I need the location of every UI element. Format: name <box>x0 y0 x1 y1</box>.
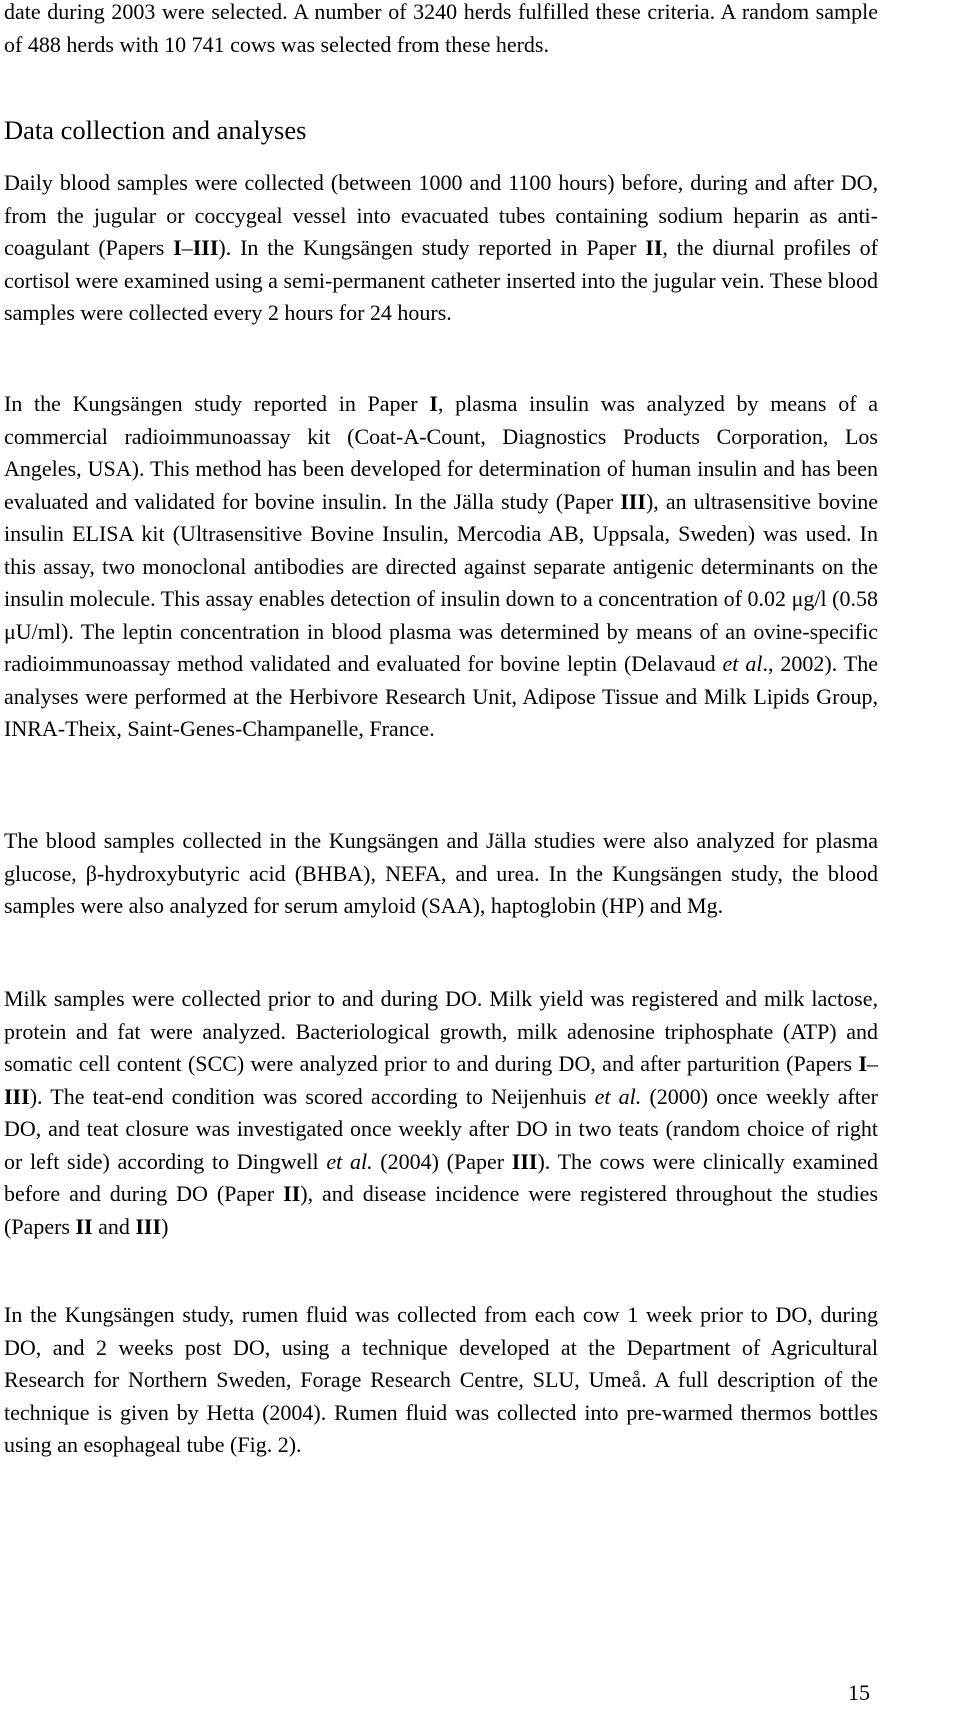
intro-fragment-paragraph: date during 2003 were selected. A number of 3240 herds fulfilled these criteria. A random sample of 488 herds with 10 741 cows was selected from these herds. <box>4 0 878 57</box>
paper-ref-bold: II <box>283 1181 301 1206</box>
text-run: In the Kungsängen study, rumen fluid was collected from each cow 1 week prior to DO, during DO, and 2 weeks post DO, using a technique developed at the Department of Agricultural Research for Northern Sweden, Forage Research Centre, SLU, Umeå. A full description of the technique is given by Hetta (2004). Rumen fluid was collected into pre-warmed thermos bottles using an esophageal tube (Fig. 2). <box>4 1302 878 1457</box>
text-run: Daily blood samples were collected (between 1000 and 1100 hours) before, during and after DO, from the jugular or coccygeal vessel into evacuated tubes containing sodium heparin as anti-coagulant (Papers <box>4 170 878 260</box>
paper-ref-bold: III <box>4 1083 30 1109</box>
paper-ref-bold: III <box>135 1213 162 1239</box>
paragraph-rumen-fluid <box>4 1299 878 1462</box>
page-number: 15 <box>848 1680 870 1705</box>
paper-ref-bold: I <box>858 1051 867 1076</box>
text-run: ), and disease incidence were registered throughout the studies (Papers <box>4 1181 879 1239</box>
paper-ref-bold: III <box>620 488 646 514</box>
text-run: ). The teat-end condition was scored according to Neijenhuis <box>29 1083 595 1109</box>
text-run: ). The cows were clinically examined before and during DO (Paper <box>4 1148 878 1206</box>
text-run: ., 2002). The analyses were performed at the Herbivore Research Unit, Adipose Tissue and Milk Lipids Group, INRA-Theix, Saint-Genes-Champanelle, France. <box>4 651 878 741</box>
section-heading: Data collection and analyses <box>4 115 307 145</box>
paper-ref-bold: III <box>192 235 219 260</box>
paper-ref-bold: I <box>429 391 438 416</box>
text-run: Milk samples were collected prior to and during DO. Milk yield was registered and milk lactose, protein and fat were analyzed. Bacteriological growth, milk adenosine triphosphate (ATP) and somatic cell content (SCC) were analyzed prior to and during DO, and after parturition (Papers <box>4 986 878 1076</box>
paper-ref-bold: II <box>645 235 663 260</box>
paper-ref-bold: I <box>173 235 182 260</box>
citation-italic: et al. <box>594 1083 642 1109</box>
text-run: ) <box>161 1213 169 1239</box>
text-run: – <box>181 235 193 260</box>
text-run: , the diurnal profiles of cortisol were examined using a semi-permanent catheter inserted into the jugular vein. These blood samples were collected every 2 hours for 24 hours. <box>4 235 878 325</box>
paragraph-blood-sampling <box>4 167 878 330</box>
text-run: – <box>867 1051 878 1076</box>
text-run: (2004) (Paper <box>372 1148 512 1174</box>
text-run: ). In the Kungsängen study reported in Paper <box>218 235 646 260</box>
citation-italic: et al <box>722 651 763 676</box>
paragraph-milk-samples <box>4 983 878 1243</box>
paragraph-insulin-leptin <box>4 388 878 746</box>
text-run: (2000) once weekly after DO, and teat closure was investigated once weekly after DO in two teats (random choice of right or left side) according to Dingwell <box>4 1083 878 1174</box>
paper-ref-bold: III <box>511 1148 538 1174</box>
paper-ref-bold: II <box>75 1213 93 1239</box>
text-run: The blood samples collected in the Kungsängen and Jälla studies were also analyzed for plasma glucose, β-hydroxybutyric acid (BHBA), NEFA, and urea. In the Kungsängen study, the blood samples were also analyzed for serum amyloid (SAA), haptoglobin (HP) and Mg. <box>4 828 878 918</box>
text-run: and <box>92 1213 136 1239</box>
text-run: In the Kungsängen study reported in Paper <box>4 391 430 416</box>
paragraph-blood-metabolites <box>4 825 878 923</box>
text-run: ), an ultrasensitive bovine insulin ELISA kit (Ultrasensitive Bovine Insulin, Mercodia AB, Uppsala, Sweden) was used. In this assay, two monoclonal antibodies are directed against separate antigenic determinants on the insulin molecule. This assay enables detection of insulin down to a concentration of 0.02 μg/l (0.58 μU/ml). The leptin concentration in blood plasma was determined by means of an ovine-specific radioimmunoassay method validated and evaluated for bovine leptin (Delavaud <box>4 488 878 676</box>
text-run: , plasma insulin was analyzed by means of a commercial radioimmunoassay kit (Coat-A-Count, Diagnostics Products Corporation, Los Angeles, USA). This method has been developed for determination of human insulin and has been evaluated and validated for bovine insulin. In the Jälla study (Paper <box>4 391 878 514</box>
citation-italic: et al. <box>326 1148 373 1174</box>
